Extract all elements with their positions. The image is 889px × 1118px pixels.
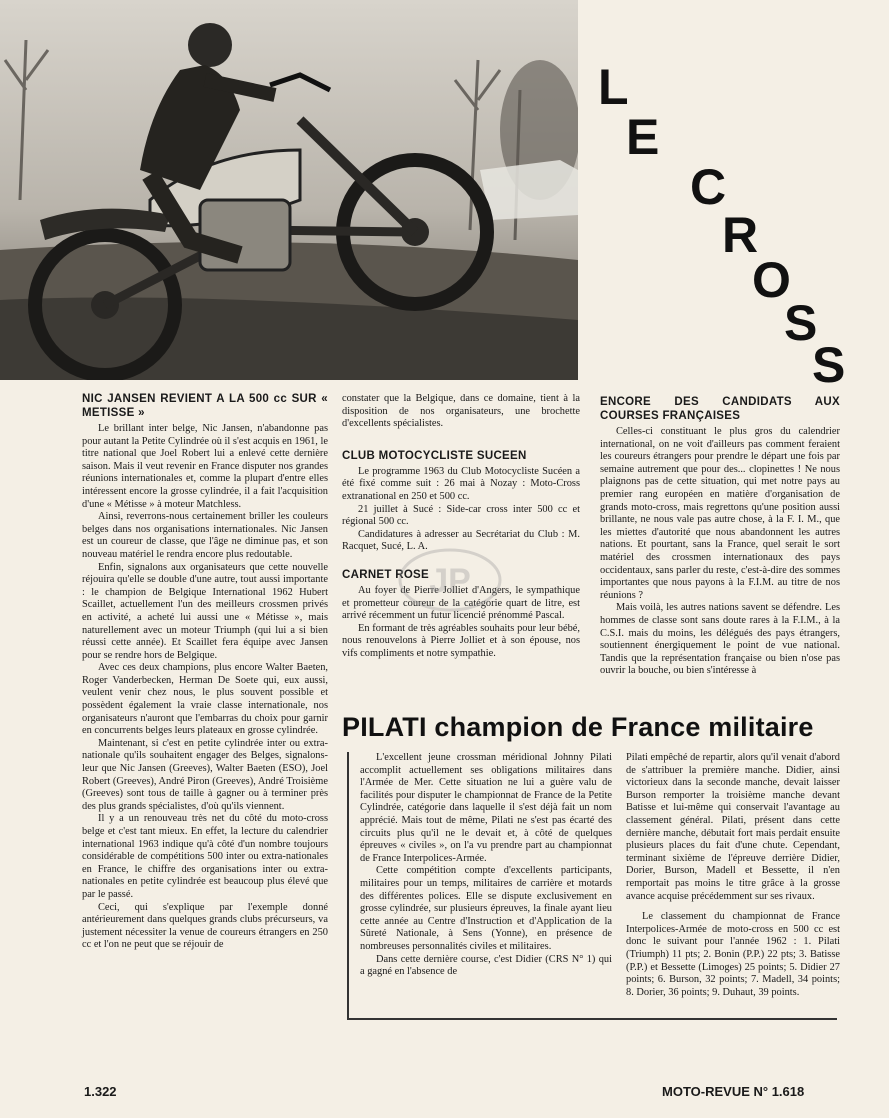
paragraph: Le brillant inter belge, Nic Jansen, n'abandonne pas pour autant la Petite Cylindrée où il s'est acquis en 1961, le titre national que Joel Robert lui a enlevé cette dernière saison. Mais il veut revenir en France disputer nos grandes réunions internationales et, comme la plupart d'entre elles intéressent encore la grosse cylindrée, il a fait l'acquisition d'une « Métisse » à moteur Matchless.	[82, 423, 328, 510]
paragraph: L'excellent jeune crossman méridional Johnny Pilati accomplit actuellement ses obligations militaires dans l'Armée de Mer. Cette situation ne lui a guère valu de facilités pour disputer le championnat de France de la Petite Cylindrée, catégorie dans laquelle il s'est déjà fait un nom apprécié. Mais tout de même, Pilati ne s'est pas écarté des circuits plus qu'il ne le devait et, à côté de quelques épreuves « civiles », on l'a vu prendre part au championnat de France Interpolices-Armée.	[360, 752, 612, 864]
paragraph: Pilati empêché de repartir, alors qu'il venait d'abord de s'attribuer la première manche. Didier, ainsi victorieux dans la seconde manche, devait laisser Burson remporter la troisième manche devant Batisse et lui-même qui conservait l'avantage au classement général. Pilati, présent dans cette dernière manche, débutait fort mais perdait ensuite plusieurs places du fait d'une chute. Cependant, terminant sixième de l'épreuve derrière Didier, Dorier, Burson, Madell et Bessette, il n'en remportait pas moins le titre grâce à la grosse avance acquise précédemment sur ses rivaux.	[626, 752, 840, 902]
headline-letter-r: R	[722, 207, 759, 263]
headline-letter-o: O	[752, 252, 791, 308]
column-pilati-right	[626, 752, 840, 999]
paragraph: Le classement du championnat de France Interpolices-Armée de moto-cross en 500 cc est donc le suivant pour l'année 1962 : 1. Pilati (Triumph) 11 pts; 2. Bonin (P.P.) 22 pts; 3. Batisse (P.P.) et Bessette (Limoges) 25 points; 5. Didier 27 points; 6. Burson, 32 points; 7. Madell, 34 points; 8. Dorier, 36 points; 9. Duhaut, 39 points.	[626, 911, 840, 998]
article-border-left	[347, 752, 349, 1020]
paragraph: Celles-ci constituant le plus gros du calendrier international, on ne voit d'ailleurs pas comment feraient les coureurs étrangers pour prendre le départ une fois par semaine autrement que pour des... clopinettes ! Ne nous plaignons pas de cette situation, qui met notre pays au premier rang européen en matière d'organisation de grands moto-cross, mais regrettons qu'une position aussi brillante, ne nous vale pas autre chose, à la F. I. M., que les miettes d'autorité que nous abandonnent les autres nations. Et pourtant, sans la France, quel serait le sort matériel des crossmen internationaux des pays occidentaux, sans parler du reste, c'est-à-dire des sommes importantes que nous payons à la F.I.M. au titre de nos réunions ?	[600, 426, 840, 601]
column-candidats	[600, 395, 840, 678]
paragraph: Ceci, qui s'explique par l'exemple donné antérieurement dans quelques grands clubs précurseurs, va justement nécessiter la venue de coureurs étrangers en 250 cc et l'on ne peut que se réjouir de	[82, 901, 328, 951]
paragraph: En formant de très agréables souhaits pour leur bébé, nous renouvelons à Pierre Jolliet et à son épouse, nos vifs compliments et notre sympathie.	[342, 622, 580, 659]
pilati-title: PILATI champion de France militaire	[342, 712, 814, 742]
column-jansen	[82, 392, 328, 952]
paragraph: Avec ces deux champions, plus encore Walter Baeten, Roger Vanderbecken, Herman De Soete qui, eux aussi, veulent venir chez nous, le plus souvent possible et possèdent également la vraie classe internationale, nos organisateurs n'auront que l'embarras du choix pour garnir en concurrents belges leurs plateaux en grosse cylindrée.	[82, 662, 328, 737]
heading-carnet-rose: CARNET ROSE	[342, 568, 430, 581]
jp-watermark	[395, 545, 505, 615]
headline-letter-s1: S	[784, 295, 818, 351]
paragraph: Dans cette dernière course, c'est Didier (CRS N° 1) qui a gagné en l'absence de	[360, 953, 612, 978]
headline-letter-c: C	[690, 159, 727, 215]
headline-letter-s2: S	[812, 337, 846, 393]
paragraph: Maintenant, si c'est en petite cylindrée inter ou extra-nationale qu'ils souhaitent engager des Belges, signalons-leur que Nic Jansen (Greeves), Walter Baeten (ESO), Joel Robert (Greeves), André Piron (Greeves), André Troisième (Greeves) sont tous de taille à gagner ou à terminer près des plus grands spécialistes, d'où qu'ils viennent.	[82, 737, 328, 812]
paragraph: 21 juillet à Sucé : Side-car cross inter 500 cc et régional 500 cc.	[342, 503, 580, 528]
paragraph: Candidatures à adresser au Secrétariat du Club : M. Racquet, Sucé, L. A.	[342, 528, 580, 553]
column-club	[342, 393, 580, 661]
headline-letter-e: E	[626, 109, 660, 165]
heading-jansen: NIC JANSEN REVIENT A LA 500 cc SUR « METISSE »	[82, 393, 328, 419]
page-number: 1.322	[84, 1084, 117, 1099]
article-border-bottom	[347, 1018, 837, 1020]
heading-club-sucéen: CLUB MOTOCYCLISTE SUCEEN	[342, 449, 527, 462]
paragraph: Ainsi, reverrons-nous certainement briller les couleurs belges dans nos organisations internationales. Nic Jansen est un coureur de classe, que l'âge ne diminue pas, et son nouveau matériel le rendra encore plus redoutable.	[82, 511, 328, 560]
paragraph: constater que la Belgique, dans ce domaine, tient à la disposition de nos organisateurs, une brochette d'excellents spécialistes.	[342, 393, 580, 430]
watermark-text: JP	[429, 562, 471, 600]
magazine-issue: MOTO-REVUE N° 1.618	[662, 1084, 805, 1099]
headline-letter-l: L	[598, 59, 629, 115]
heading-candidats: ENCORE DES CANDIDATS AUX COURSES FRANÇAISES	[600, 396, 840, 422]
paragraph: Cette compétition compte d'excellents participants, militaires pour un temps, militaires de carrière et motards des différentes polices. Elle se dispute exclusivement en grosse cylindrée, sur plusieurs épreuves, la finale ayant lieu cette année au Centre d'Instruction et d'Application de la Sûreté Nationale, à Sens (Yonne), en présence de nombreuses personnalités civiles et militaires.	[360, 865, 612, 952]
paragraph: Enfin, signalons aux organisateurs que cette nouvelle réjouira qu'elle se double d'une autre, tout aussi importante : le champion de Belgique International 1962 Hubert Scaillet, actuellement l'un des meilleurs crossmen privés en activité, a acheté lui aussi une « Métisse », mais naturellement avec un moteur Triumph (qui lui a si bien réussi cette année). Et Scaillet fera équipe avec Jansen pour se rendre hors de Belgique.	[82, 561, 328, 661]
motocross-photo	[0, 0, 578, 380]
paragraph: Mais voilà, les autres nations savent se défendre. Les hommes de classe sont sans doute rares à la F.I.M., à la C.S.I. mais du moins, les délégués des pays étrangers, soutiennent énergiquement le point de vue national. Tandis que la représentation française ou bien n'ose pas ouvrir la bouche, ou bien s'intéresse à	[600, 602, 840, 677]
paragraph: Le programme 1963 du Club Motocycliste Sucéen a été fixé comme suit : 26 mai à Nozay : Moto-Cross extranational en 250 et 500 cc.	[342, 465, 580, 502]
column-pilati-left	[360, 752, 612, 979]
paragraph: Il y a un renouveau très net du côté du moto-cross belge et c'est tant mieux. En effet, la lecture du calendrier international 1963 indique qu'à côté d'un nombre toujours considérable de compétitions 500 inter ou extra-nationales en France, le chiffre des organisations inter ou extra-nationales en petite cylindrée est beaucoup plus élevé que par le passé.	[82, 813, 328, 900]
paragraph: Au foyer de Pierre Jolliet d'Angers, le sympathique et prometteur coureur de la catégorie quart de litre, est arrivé récemment un futur licencié prénommé Pascal.	[342, 584, 580, 622]
